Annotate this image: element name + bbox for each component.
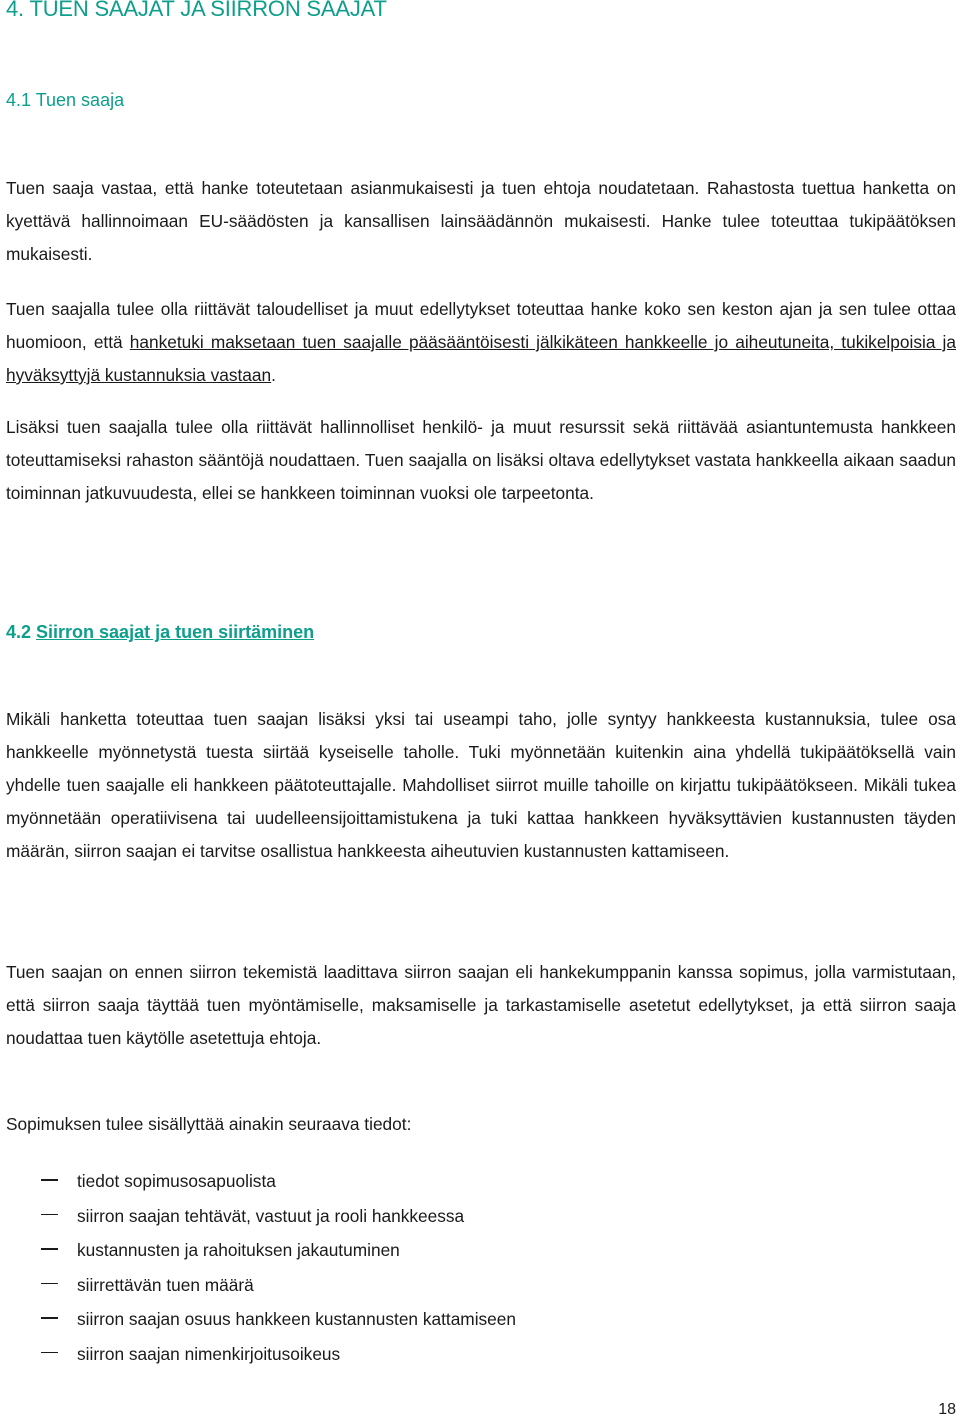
section-heading-4-2 bbox=[6, 622, 314, 643]
list-item-text: siirron saajan osuus hankkeen kustannusten kattamiseen bbox=[77, 1309, 517, 1329]
dash-bullet-icon bbox=[41, 1248, 58, 1250]
list-item bbox=[6, 1337, 516, 1372]
paragraph-text: Tuen saajalla tulee olla riittävät taloudelliset ja muut edellytykset toteuttaa hanke koko sen keston ajan ja sen tulee ottaa huomioon, että bbox=[6, 299, 956, 352]
dash-bullet-icon bbox=[41, 1214, 58, 1216]
list-item-text: siirron saajan tehtävät, vastuut ja rooli hankkeessa bbox=[77, 1205, 465, 1226]
requirements-list bbox=[6, 1164, 516, 1371]
list-item bbox=[6, 1302, 516, 1337]
list-item bbox=[6, 1268, 516, 1303]
paragraph-end: . bbox=[271, 365, 276, 385]
list-item bbox=[6, 1164, 516, 1199]
paragraph-sopimuksen-tiedot: Sopimuksen tulee sisällyttää ainakin seuraava tiedot: bbox=[6, 1114, 412, 1134]
list-item-text: tiedot sopimusosapuolista bbox=[77, 1171, 276, 1191]
page-number: 18 bbox=[938, 1401, 956, 1418]
list-item bbox=[6, 1233, 516, 1268]
paragraph-tuen-saaja-vastaa: Tuen saaja vastaa, että hanke toteutetaan asianmukaisesti ja tuen ehtoja noudatetaan. Rahastosta tuettua hanketta on kyettävä hallinnoimaan EU-säädösten ja kansallisen lainsäädännön mukaisesti. Hanke tulee toteuttaa tukipäätöksen mukaisesti. bbox=[6, 178, 956, 264]
list-item bbox=[6, 1199, 516, 1234]
list-item-text: kustannusten ja rahoituksen jakautuminen bbox=[77, 1240, 400, 1260]
paragraph-taloudelliset-edellytykset bbox=[6, 293, 956, 392]
section-number: 4.2 bbox=[6, 622, 37, 642]
dash-bullet-icon bbox=[41, 1317, 58, 1319]
section-title: Siirron saajat ja tuen siirtäminen bbox=[36, 622, 315, 642]
section-heading-4-1: 4.1 Tuen saaja bbox=[6, 90, 125, 110]
underlined-text: hanketuki maksetaan tuen saajalle pääsääntöisesti jälkikäteen hankkeelle jo aiheutuneita, tukikelpoisia ja hyväksyttyjä kustannuksia vastaan bbox=[6, 332, 956, 385]
dash-bullet-icon bbox=[41, 1352, 58, 1354]
paragraph-sopimus: Tuen saajan on ennen siirron tekemistä laadittava siirron saajan eli hankekumppanin kanssa sopimus, jolla varmistutaan, että siirron saaja täyttää tuen myöntämiselle, maksamiselle ja tarkastamiselle asetetut edellytykset, ja että siirron saaja noudattaa tuen käytölle asetettuja ehtoja. bbox=[6, 962, 956, 1048]
dash-bullet-icon bbox=[41, 1179, 58, 1181]
paragraph-siirron-saajat: Mikäli hanketta toteuttaa tuen saajan lisäksi yksi tai useampi taho, jolle syntyy hankkeesta kustannuksia, tulee osa hankkeelle myönnetystä tuesta siirtää kyseiselle taholle. Tuki myönnetään kuitenkin aina yhdellä tukipäätöksellä vain yhdelle tuen saajalle eli hankkeen päätoteuttajalle. Mahdolliset siirrot muille tahoille on kirjattu tukipäätökseen. Mikäli tukea myönnetään operatiivisena tai uudelleensijoittamistukena ja tuki kattaa hankkeen hyväksyttävien kustannusten täyden määrän, siirron saajan ei tarvitse osallistua hankkeesta aiheutuvien kustannusten kattamiseen. bbox=[6, 709, 956, 861]
dash-bullet-icon bbox=[41, 1283, 58, 1285]
list-item-text: siirron saajan nimenkirjoitusoikeus bbox=[77, 1343, 341, 1364]
list-item-text: siirrettävän tuen määrä bbox=[77, 1274, 254, 1295]
paragraph-hallinnolliset-resurssit: Lisäksi tuen saajalla tulee olla riittävät hallinnolliset henkilö- ja muut resurssit sekä riittävää asiantuntemusta hankkeen toteuttamiseksi rahaston sääntöjä noudattaen. Tuen saajalla on lisäksi oltava edellytykset vastata hankkeella aikaan saadun toiminnan jatkuvuudesta, ellei se hankkeen toiminnan vuoksi ole tarpeetonta. bbox=[6, 417, 956, 503]
chapter-heading: 4. TUEN SAAJAT JA SIIRRON SAAJAT bbox=[6, 0, 387, 21]
